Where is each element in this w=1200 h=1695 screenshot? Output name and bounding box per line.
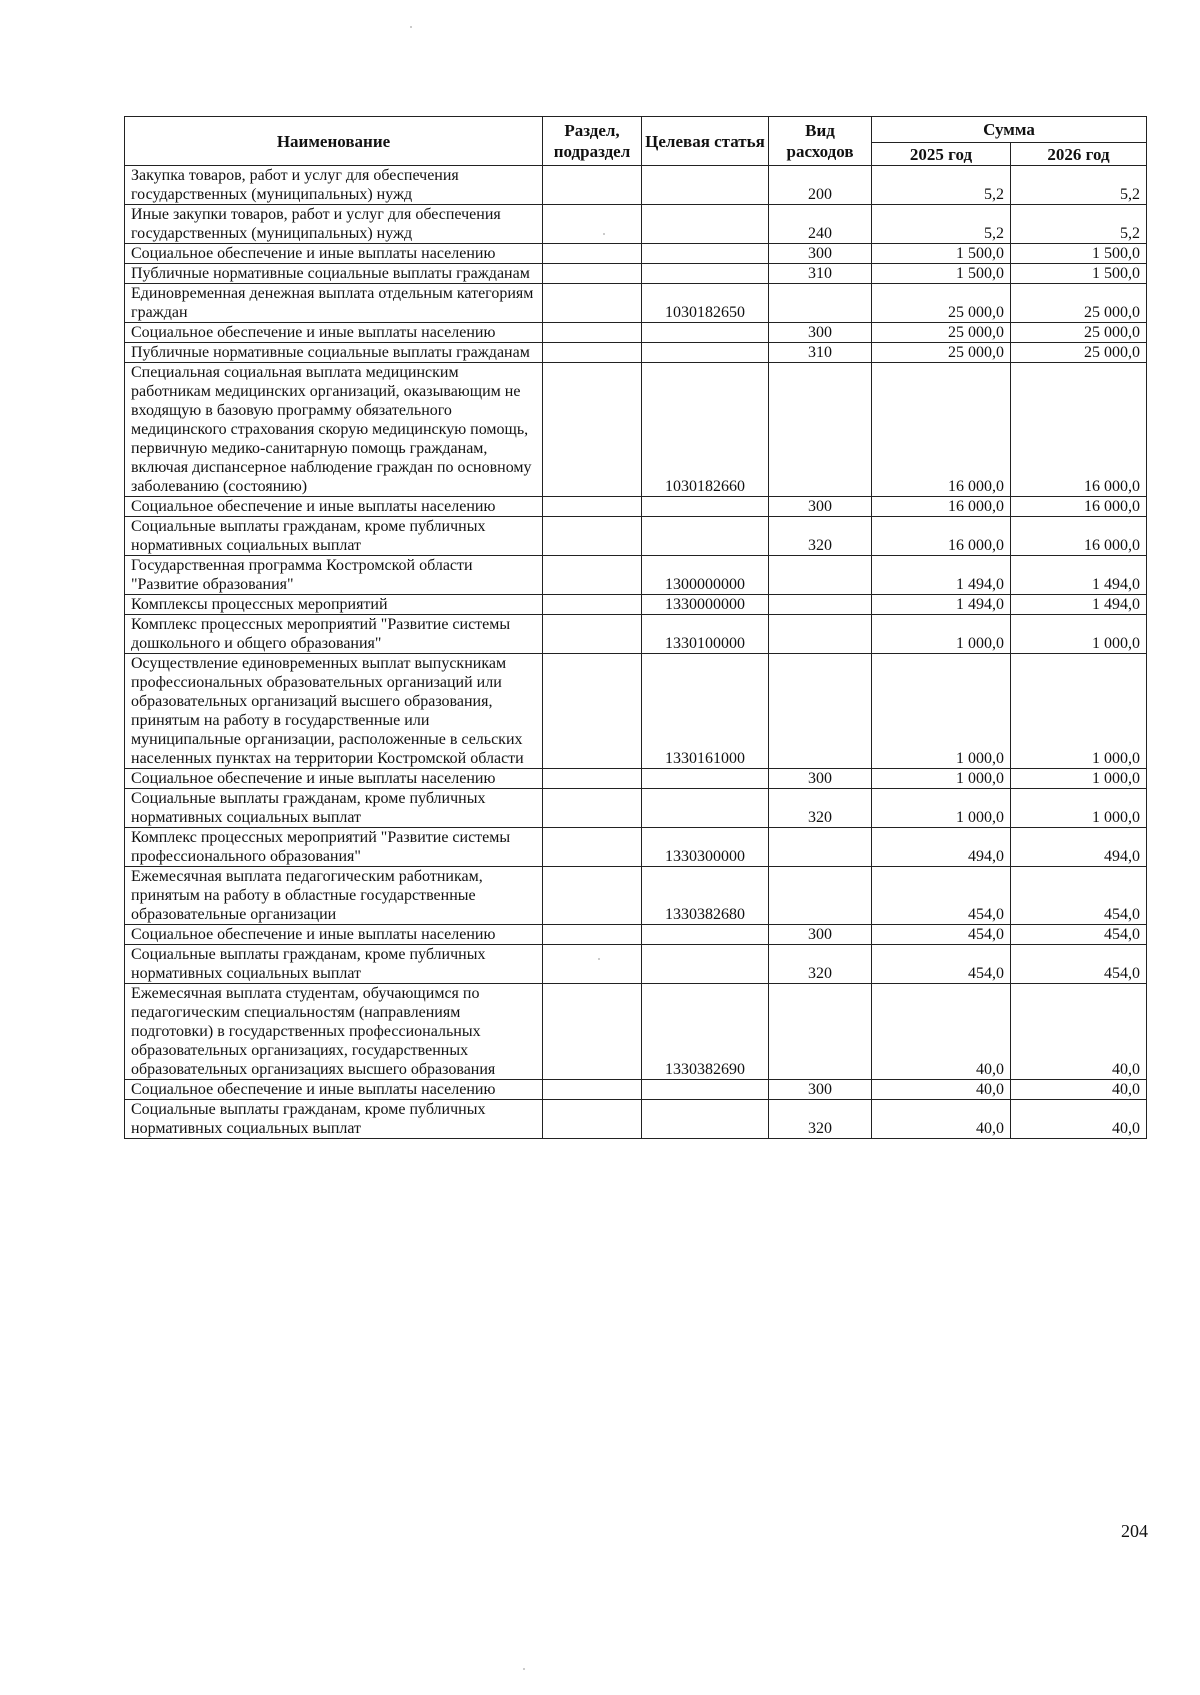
cell-name: Иные закупки товаров, работ и услуг для обеспечения государственных (муниципальных) нужд [125,205,543,244]
cell-vid-rashodov: 320 [769,517,872,556]
table-row [125,984,1147,1080]
table-row [125,925,1147,945]
cell-sum-2025: 1 500,0 [872,244,1011,264]
cell-sum-2026: 40,0 [1011,984,1147,1080]
cell-sum-2025: 1 500,0 [872,264,1011,284]
cell-sum-2026: 454,0 [1011,945,1147,984]
cell-vid-rashodov: 200 [769,166,872,205]
table-row [125,284,1147,323]
cell-razdel [543,945,642,984]
cell-celevaya-statya: 1330382680 [642,867,769,925]
cell-sum-2025: 5,2 [872,205,1011,244]
table-row [125,556,1147,595]
cell-celevaya-statya [642,1100,769,1139]
cell-sum-2025: 16 000,0 [872,363,1011,497]
scan-artifact [603,233,605,235]
page-number: 204 [1121,1521,1148,1541]
cell-sum-2025: 494,0 [872,828,1011,867]
table-row [125,595,1147,615]
header-year-2025: 2025 год [872,143,1011,166]
cell-celevaya-statya [642,1080,769,1100]
cell-razdel [543,828,642,867]
cell-name: Комплекс процессных мероприятий "Развитие системы дошкольного и общего образования" [125,615,543,654]
cell-vid-rashodov: 320 [769,945,872,984]
cell-razdel [543,166,642,205]
cell-sum-2026: 454,0 [1011,867,1147,925]
cell-sum-2025: 454,0 [872,925,1011,945]
scan-artifact [598,958,600,960]
cell-vid-rashodov [769,984,872,1080]
cell-razdel [543,244,642,264]
table-row [125,1100,1147,1139]
cell-sum-2026: 5,2 [1011,166,1147,205]
cell-name: Социальное обеспечение и иные выплаты населению [125,925,543,945]
table-row [125,769,1147,789]
cell-celevaya-statya: 1330161000 [642,654,769,769]
cell-sum-2025: 16 000,0 [872,517,1011,556]
cell-razdel [543,789,642,828]
table-row [125,654,1147,769]
cell-vid-rashodov [769,867,872,925]
cell-sum-2026: 1 500,0 [1011,264,1147,284]
cell-vid-rashodov: 310 [769,343,872,363]
cell-name: Публичные нормативные социальные выплаты гражданам [125,264,543,284]
cell-name: Осуществление единовременных выплат выпускникам профессиональных образовательных организаций или образовательных организаций высшего образования, принятым на работу в государственные или муниципальные организации, расположенные в сельских населенных пунктах на территории Костромской области [125,654,543,769]
cell-razdel [543,556,642,595]
cell-vid-rashodov [769,284,872,323]
table-row [125,517,1147,556]
cell-sum-2025: 16 000,0 [872,497,1011,517]
cell-vid-rashodov: 300 [769,497,872,517]
table-row [125,497,1147,517]
cell-sum-2026: 1 000,0 [1011,789,1147,828]
header-year-2026: 2026 год [1011,143,1147,166]
cell-sum-2026: 16 000,0 [1011,497,1147,517]
table-row [125,264,1147,284]
cell-name: Государственная программа Костромской области "Развитие образования" [125,556,543,595]
table-row [125,363,1147,497]
cell-razdel [543,615,642,654]
cell-celevaya-statya: 1030182650 [642,284,769,323]
cell-vid-rashodov [769,615,872,654]
cell-name: Комплекс процессных мероприятий "Развитие системы профессионального образования" [125,828,543,867]
cell-sum-2026: 16 000,0 [1011,517,1147,556]
cell-name: Социальные выплаты гражданам, кроме публичных нормативных социальных выплат [125,1100,543,1139]
cell-celevaya-statya: 1330300000 [642,828,769,867]
cell-razdel [543,984,642,1080]
cell-sum-2025: 25 000,0 [872,343,1011,363]
cell-vid-rashodov [769,363,872,497]
cell-celevaya-statya: 1030182660 [642,363,769,497]
cell-sum-2025: 454,0 [872,867,1011,925]
cell-razdel [543,867,642,925]
cell-vid-rashodov: 300 [769,244,872,264]
cell-razdel [543,925,642,945]
cell-celevaya-statya [642,323,769,343]
cell-celevaya-statya [642,343,769,363]
cell-vid-rashodov: 310 [769,264,872,284]
cell-name: Комплексы процессных мероприятий [125,595,543,615]
cell-razdel [543,654,642,769]
table-row [125,166,1147,205]
cell-name: Социальное обеспечение и иные выплаты населению [125,497,543,517]
cell-sum-2025: 1 000,0 [872,615,1011,654]
cell-razdel [543,1080,642,1100]
cell-celevaya-statya [642,789,769,828]
cell-sum-2026: 494,0 [1011,828,1147,867]
cell-vid-rashodov: 320 [769,789,872,828]
cell-sum-2025: 1 494,0 [872,556,1011,595]
cell-sum-2025: 454,0 [872,945,1011,984]
cell-razdel [543,497,642,517]
cell-sum-2025: 1 000,0 [872,769,1011,789]
table-row [125,615,1147,654]
cell-celevaya-statya [642,497,769,517]
cell-name: Социальное обеспечение и иные выплаты населению [125,769,543,789]
cell-sum-2026: 1 494,0 [1011,595,1147,615]
cell-vid-rashodov: 240 [769,205,872,244]
table-row [125,867,1147,925]
header-razdel: Раздел, подраздел [543,117,642,166]
cell-sum-2025: 1 000,0 [872,654,1011,769]
header-celevaya: Целевая статья [642,117,769,166]
cell-name: Социальное обеспечение и иные выплаты населению [125,244,543,264]
cell-razdel [543,323,642,343]
cell-celevaya-statya [642,205,769,244]
cell-celevaya-statya: 1330000000 [642,595,769,615]
cell-sum-2026: 1 494,0 [1011,556,1147,595]
cell-celevaya-statya: 1300000000 [642,556,769,595]
cell-celevaya-statya [642,166,769,205]
cell-sum-2026: 454,0 [1011,925,1147,945]
table-row [125,343,1147,363]
budget-table [124,116,1147,1139]
cell-sum-2026: 40,0 [1011,1080,1147,1100]
cell-razdel [543,343,642,363]
cell-sum-2025: 40,0 [872,1080,1011,1100]
cell-celevaya-statya [642,769,769,789]
cell-celevaya-statya: 1330100000 [642,615,769,654]
cell-vid-rashodov: 300 [769,323,872,343]
header-vid: Вид расходов [769,117,872,166]
cell-razdel [543,595,642,615]
scan-artifact [410,26,412,28]
table-row [125,945,1147,984]
cell-sum-2026: 1 500,0 [1011,244,1147,264]
cell-sum-2025: 1 000,0 [872,789,1011,828]
cell-sum-2025: 40,0 [872,984,1011,1080]
cell-vid-rashodov [769,595,872,615]
cell-vid-rashodov: 300 [769,1080,872,1100]
cell-sum-2026: 16 000,0 [1011,363,1147,497]
cell-razdel [543,264,642,284]
scan-artifact [523,1668,525,1670]
cell-name: Социальные выплаты гражданам, кроме публичных нормативных социальных выплат [125,945,543,984]
cell-celevaya-statya [642,925,769,945]
table-row [125,789,1147,828]
cell-sum-2026: 1 000,0 [1011,654,1147,769]
cell-vid-rashodov: 300 [769,925,872,945]
table-row [125,1080,1147,1100]
cell-name: Публичные нормативные социальные выплаты гражданам [125,343,543,363]
cell-sum-2025: 1 494,0 [872,595,1011,615]
table-row [125,205,1147,244]
cell-sum-2026: 25 000,0 [1011,284,1147,323]
cell-name: Социальные выплаты гражданам, кроме публичных нормативных социальных выплат [125,789,543,828]
cell-sum-2026: 40,0 [1011,1100,1147,1139]
cell-name: Социальное обеспечение и иные выплаты населению [125,323,543,343]
cell-razdel [543,363,642,497]
table-body [125,166,1147,1139]
cell-name: Социальное обеспечение и иные выплаты населению [125,1080,543,1100]
cell-name: Ежемесячная выплата студентам, обучающимся по педагогическим специальностям (направлениям подготовки) в государственных профессиональных образовательных организациях, государственных образовательных организациях высшего образования [125,984,543,1080]
cell-sum-2025: 25 000,0 [872,284,1011,323]
table-row [125,828,1147,867]
cell-vid-rashodov [769,654,872,769]
cell-name: Социальные выплаты гражданам, кроме публичных нормативных социальных выплат [125,517,543,556]
cell-sum-2025: 5,2 [872,166,1011,205]
cell-sum-2025: 25 000,0 [872,323,1011,343]
cell-razdel [543,205,642,244]
cell-celevaya-statya [642,244,769,264]
cell-sum-2025: 40,0 [872,1100,1011,1139]
cell-sum-2026: 5,2 [1011,205,1147,244]
header-summa: Сумма [872,117,1147,143]
table-row [125,323,1147,343]
cell-vid-rashodov [769,828,872,867]
cell-name: Специальная социальная выплата медицинским работникам медицинских организаций, оказывающим не входящую в базовую программу обязательного медицинского страхования скорую медицинскую помощь, первичную медико-санитарную помощь гражданам, включая диспансерное наблюдение граждан по основному заболеванию (состоянию) [125,363,543,497]
cell-vid-rashodov: 300 [769,769,872,789]
cell-celevaya-statya [642,945,769,984]
cell-vid-rashodov [769,556,872,595]
cell-sum-2026: 1 000,0 [1011,615,1147,654]
cell-celevaya-statya [642,517,769,556]
cell-razdel [543,1100,642,1139]
cell-razdel [543,517,642,556]
cell-razdel [543,769,642,789]
cell-vid-rashodov: 320 [769,1100,872,1139]
cell-name: Ежемесячная выплата педагогическим работникам, принятым на работу в областные государственные образовательные организации [125,867,543,925]
cell-celevaya-statya: 1330382690 [642,984,769,1080]
cell-celevaya-statya [642,264,769,284]
cell-sum-2026: 1 000,0 [1011,769,1147,789]
header-name: Наименование [125,117,543,166]
cell-name: Закупка товаров, работ и услуг для обеспечения государственных (муниципальных) нужд [125,166,543,205]
cell-sum-2026: 25 000,0 [1011,323,1147,343]
cell-name: Единовременная денежная выплата отдельным категориям граждан [125,284,543,323]
table-header [125,117,1147,166]
cell-razdel [543,284,642,323]
cell-sum-2026: 25 000,0 [1011,343,1147,363]
table-row [125,244,1147,264]
